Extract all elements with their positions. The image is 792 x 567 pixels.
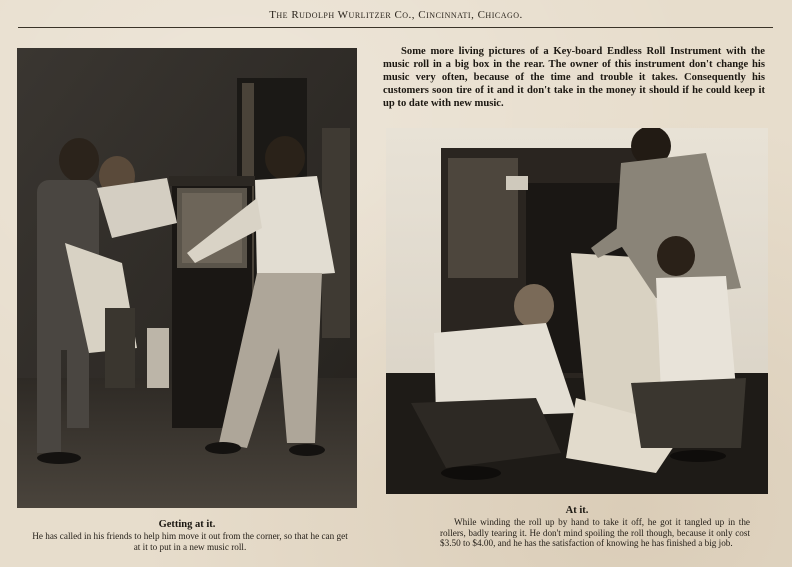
photo-getting-at-it-image [17, 48, 357, 508]
caption-body-right: While winding the roll up by hand to take it off, he got it tangled up in the rollers, badly tearing it. He don't mind spoiling the roll though, because it only cost $3.50 to $4.00, and he has the satisfaction of knowing he has finished a big job. [440, 517, 750, 548]
intro-paragraph: Some more living pictures of a Key-board Endless Roll Instrument with the music roll in a big box in the rear. The owner of this instrument don't change his music very often, because of the time and trouble it takes. Consequently his customers soon tire of it and it don't take in the money it should if he could keep it up to date with new music. [383, 46, 765, 109]
caption-body-left: He has called in his friends to help him move it out from the corner, so that he can get at it to put in a new music roll. [32, 531, 348, 552]
running-head: The Rudolph Wurlitzer Co., Cincinnati, Chicago. [269, 9, 523, 21]
photo-at-it-image [386, 128, 768, 494]
caption-title-left: Getting at it. [158, 519, 216, 530]
photo-at-it [386, 128, 768, 494]
caption-title-right: At it. [565, 505, 589, 516]
header-rule [18, 27, 773, 28]
photo-getting-at-it [17, 48, 357, 508]
